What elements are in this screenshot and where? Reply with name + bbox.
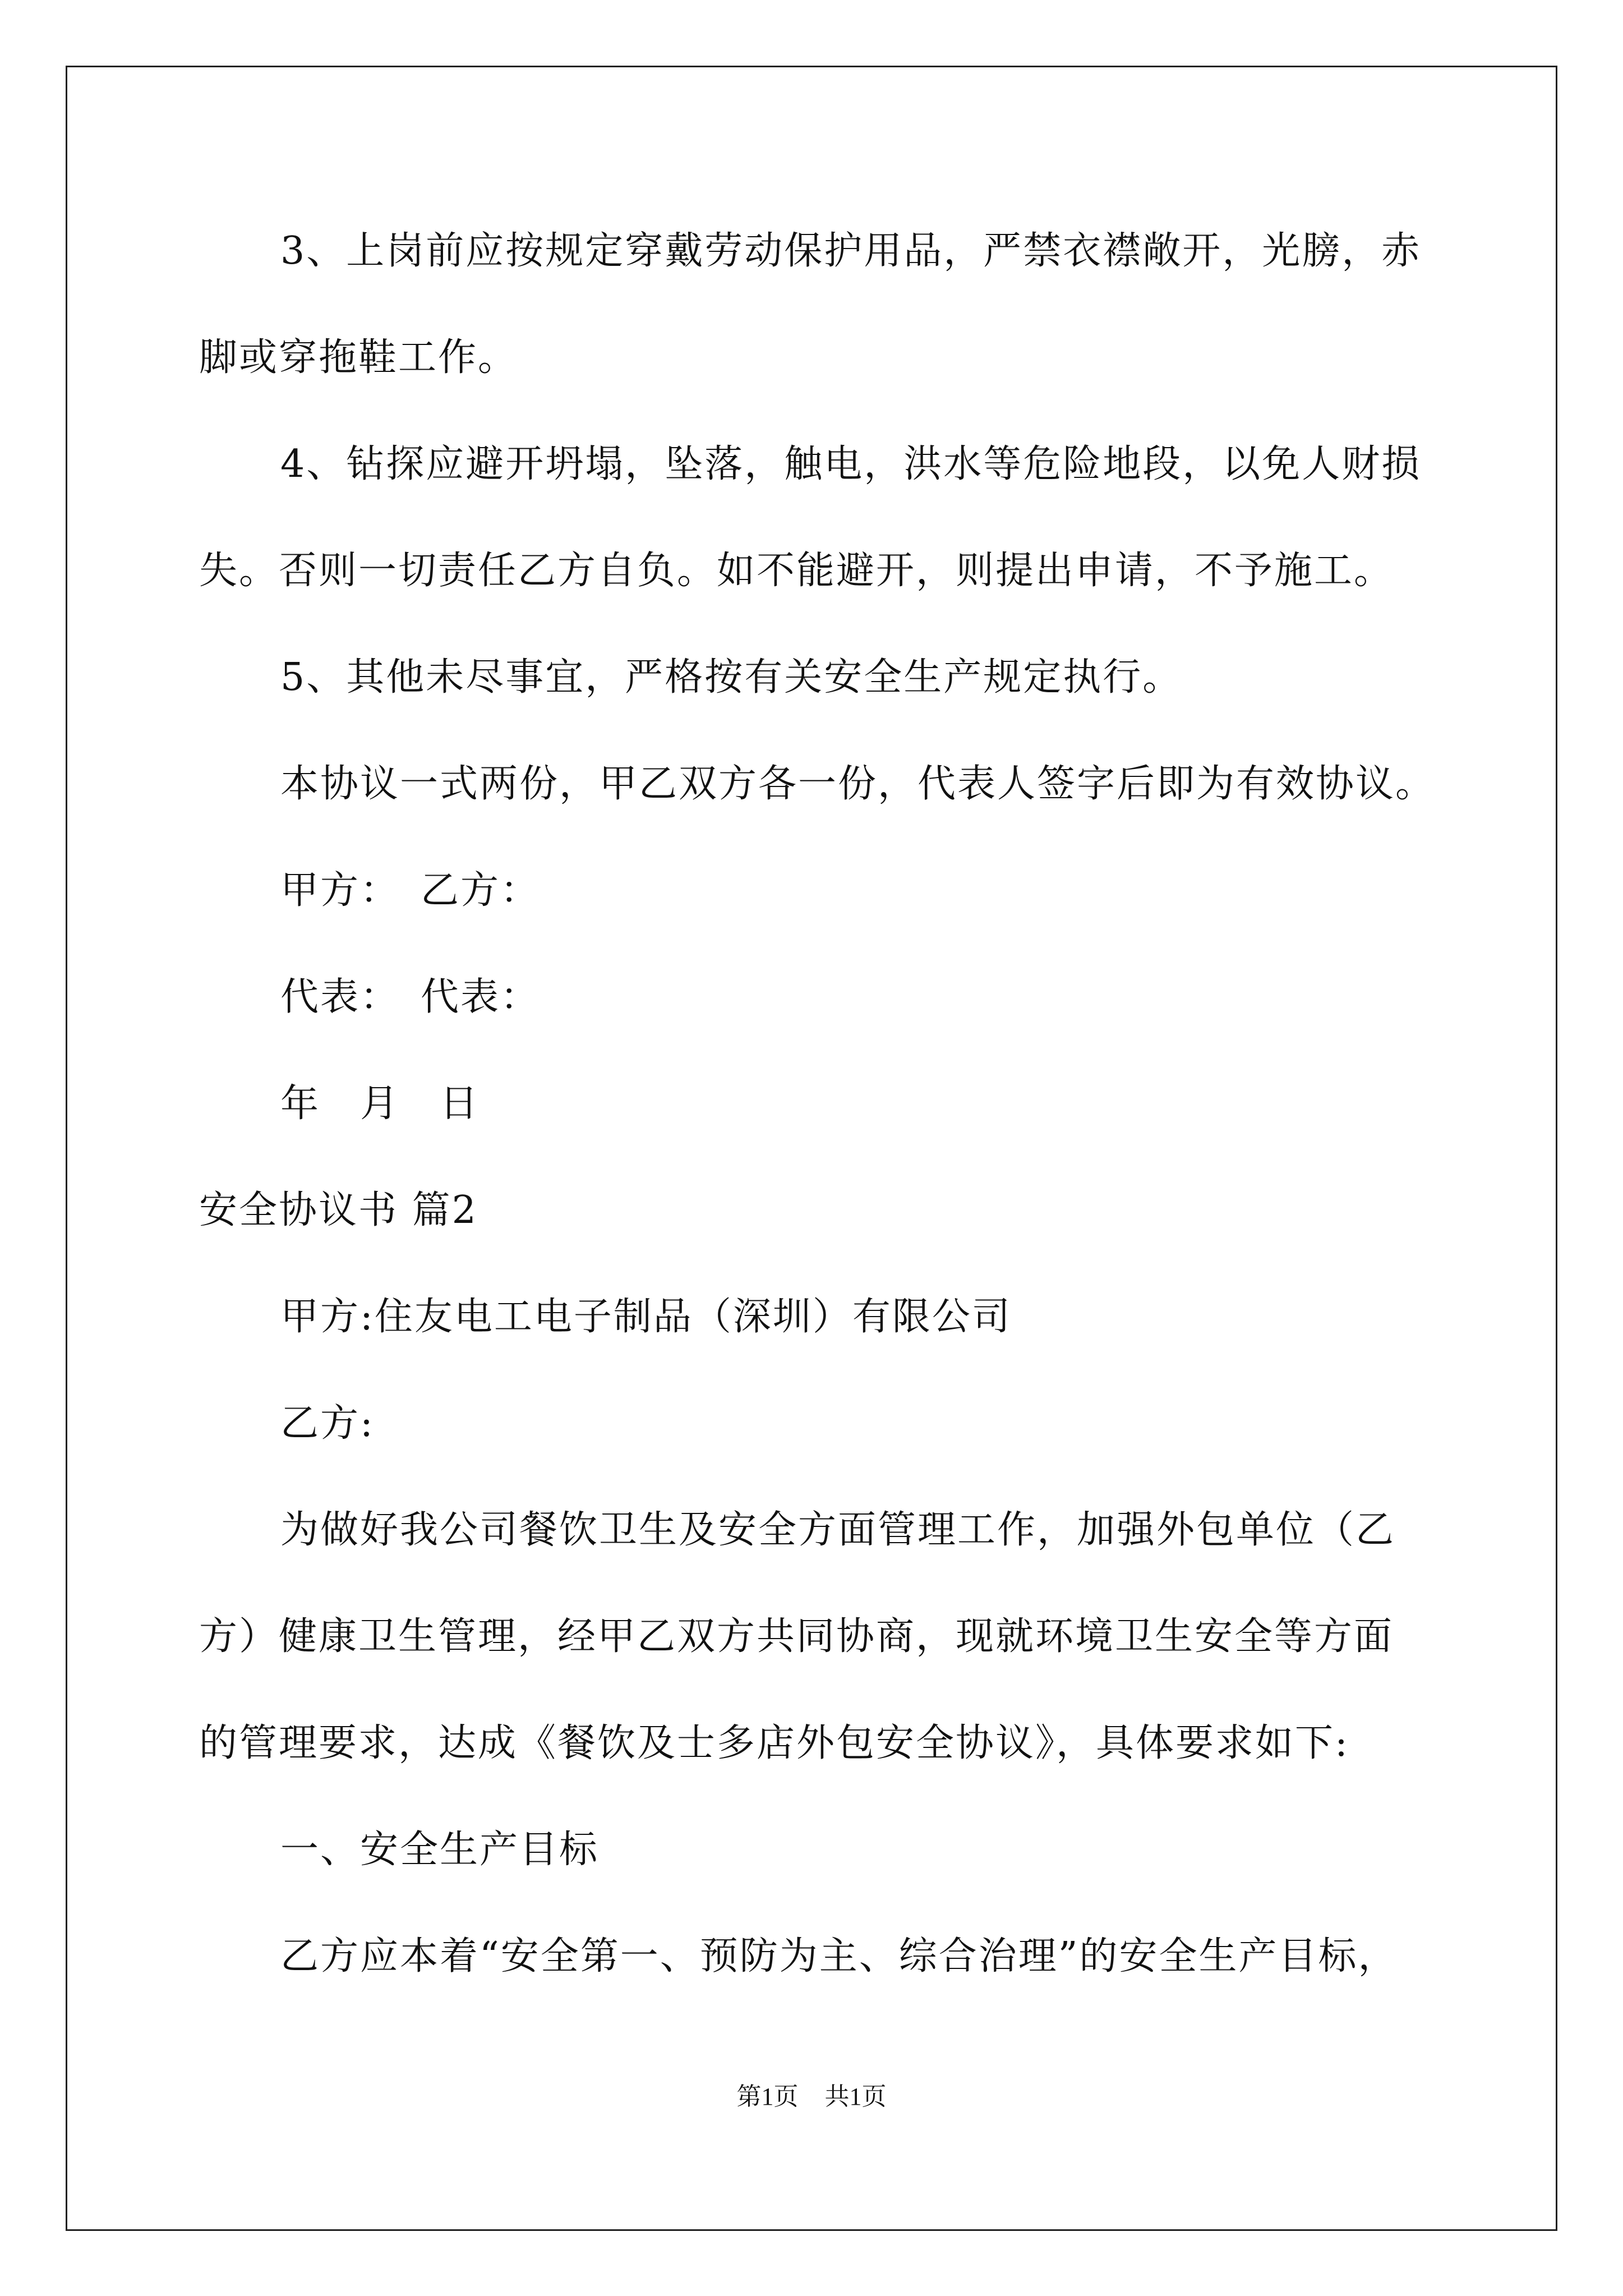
page-total: 共1页 xyxy=(824,2083,887,2110)
paragraph-line: 甲方:住友电工电子制品（深圳）有限公司 xyxy=(280,1295,1012,1339)
paragraph-line: 甲方： 乙方： xyxy=(280,868,541,913)
page-border xyxy=(66,66,1557,2231)
paragraph-line: 年 月 日 xyxy=(280,1082,480,1126)
paragraph-line: 4、钻探应避开坍塌，坠落，触电，洪水等危险地段，以免人财损 xyxy=(280,442,1422,486)
section-heading: 安全协议书 篇2 xyxy=(199,1188,478,1232)
paragraph-line: 方）健康卫生管理，经甲乙双方共同协商，现就环境卫生安全等方面 xyxy=(199,1614,1394,1659)
paragraph-line: 的管理要求，达成《餐饮及士多店外包安全协议》，具体要求如下: xyxy=(199,1721,1349,1765)
paragraph-line: 本协议一式两份，甲乙双方各一份，代表人签字后即为有效协议。 xyxy=(280,762,1436,806)
paragraph-line: 5、其他未尽事宜，严格按有关安全生产规定执行。 xyxy=(280,655,1183,700)
page-number: 第1页 xyxy=(736,2083,799,2110)
paragraph-line: 乙方: xyxy=(280,1401,375,1446)
paragraph-line: 3、上岗前应按规定穿戴劳动保护用品，严禁衣襟敞开，光膀，赤 xyxy=(280,229,1422,273)
paragraph-line: 一、安全生产目标 xyxy=(280,1828,600,1872)
page-footer xyxy=(0,2085,1623,2109)
paragraph-line: 乙方应本着“安全第一、预防为主、综合治理”的安全生产目标， xyxy=(280,1934,1398,1978)
paragraph-line: 为做好我公司餐饮卫生及安全方面管理工作，加强外包单位（乙 xyxy=(280,1508,1396,1552)
paragraph-line: 失。否则一切责任乙方自负。如不能避开，则提出申请，不予施工。 xyxy=(199,549,1394,593)
paragraph-line: 代表： 代表： xyxy=(280,975,541,1019)
paragraph-line: 脚或穿拖鞋工作。 xyxy=(199,335,518,380)
